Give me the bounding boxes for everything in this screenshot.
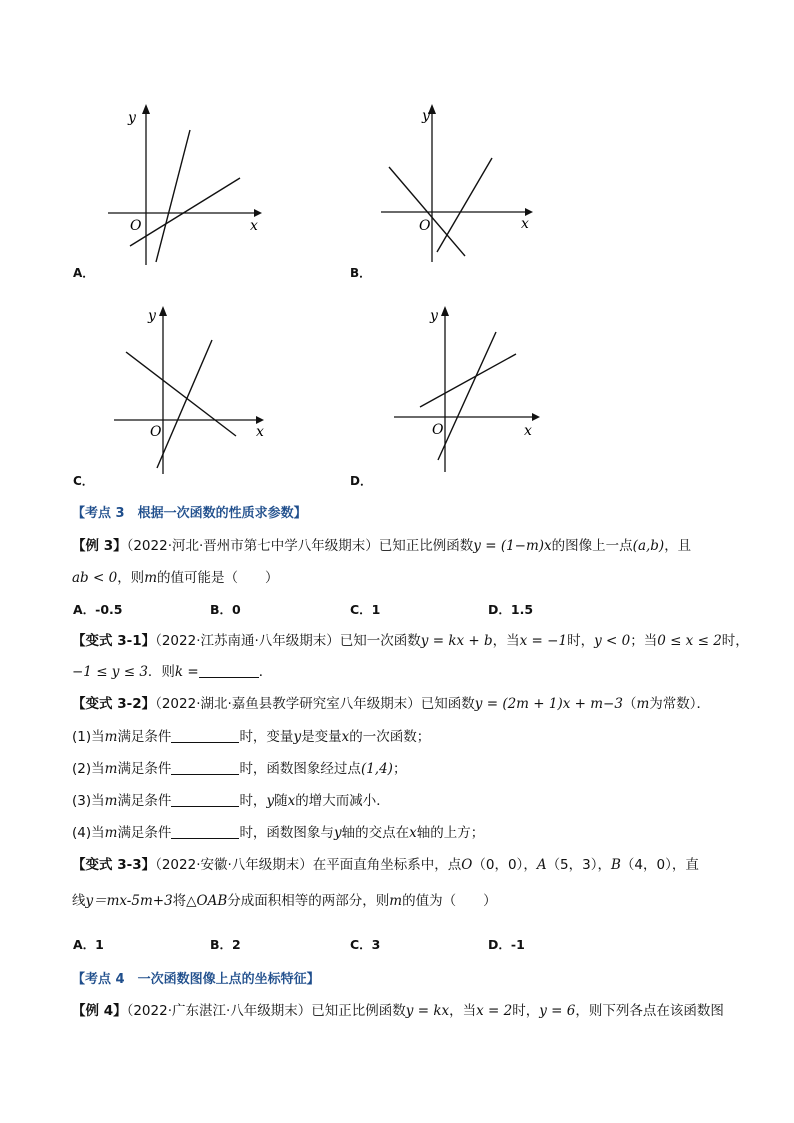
- example4-cond: x = 2: [476, 1003, 513, 1019]
- variant33-option-c[interactable]: C．3: [350, 937, 381, 952]
- example3-text: ，且: [664, 538, 692, 554]
- variant33-option-a[interactable]: A．1: [73, 937, 104, 952]
- item-text: 时，函数图象与: [239, 825, 334, 841]
- item-text: 满足条件: [117, 825, 172, 841]
- section-heading-kaodian4: 【考点 4 一次函数图像上点的坐标特征】: [72, 972, 320, 987]
- variant32-line1: [72, 694, 710, 714]
- example4-text: 时，: [512, 1003, 540, 1019]
- graph-d: [392, 302, 557, 477]
- option-d-label: D．: [350, 474, 372, 488]
- origin-label: O: [150, 424, 162, 440]
- example3-options: [0, 600, 794, 620]
- variant32-text: 为常数）．: [649, 696, 710, 712]
- item-var: m: [104, 761, 118, 777]
- origin-label: O: [130, 218, 142, 234]
- item-text: 时，函数图象经过点: [239, 761, 361, 777]
- variant31-tag: 【变式 3-1】: [72, 633, 156, 649]
- variant33-point-b: B: [611, 857, 621, 873]
- example3-text: 的图像上一点: [551, 538, 633, 554]
- variant33-text: ，直: [671, 857, 699, 873]
- example3-text: 的值可能是（ ）: [157, 570, 279, 586]
- item-text: ；: [392, 761, 407, 777]
- example4-cond: y = 6: [539, 1003, 576, 1019]
- answer-blank[interactable]: [199, 663, 259, 678]
- answer-blank[interactable]: [171, 824, 239, 839]
- item-number: (1): [72, 729, 92, 745]
- example4-text: ，则下列各点在该函数图: [575, 1003, 724, 1019]
- variant33-point-o: O: [461, 857, 473, 873]
- example4-function: y = kx: [405, 1003, 450, 1019]
- item-var: m: [104, 825, 118, 841]
- answer-blank[interactable]: [171, 760, 239, 775]
- x-axis-label: x: [250, 218, 258, 234]
- y-axis-label: y: [148, 308, 156, 324]
- item-var: x: [341, 729, 350, 745]
- item-text: 时，变量: [239, 729, 294, 745]
- variant31-cond: 0 ≤ x ≤ 2: [657, 633, 722, 649]
- variant32-tag: 【变式 3-2】: [72, 696, 156, 712]
- variant31-cond: −1 ≤ y ≤ 3: [72, 664, 148, 680]
- item-text: 时，: [239, 793, 267, 809]
- example4-line1: [72, 1001, 724, 1021]
- variant33-coord: （0，0）: [472, 857, 524, 873]
- answer-blank[interactable]: [171, 728, 239, 743]
- variant31-text: ．则: [147, 664, 175, 680]
- example3-tag: 【例 3】: [72, 538, 127, 554]
- example3-point: (a,b): [632, 538, 665, 554]
- variant33-coord: （4，0）: [620, 857, 672, 873]
- y-axis-label: y: [128, 110, 136, 126]
- variant31-source: （2022·江苏南通·八年级期末）已知一次函数: [155, 633, 421, 649]
- example3-option-d[interactable]: D．1.5: [488, 602, 534, 617]
- option-a-label: A．: [73, 266, 95, 280]
- variant31-k: k =: [174, 664, 199, 680]
- x-axis-label: x: [521, 216, 529, 232]
- variant31-function: y = kx + b: [420, 633, 493, 649]
- variant32-text: （: [622, 696, 637, 712]
- item-text: 满足条件: [117, 793, 172, 809]
- variant31-text: ，当: [492, 633, 520, 649]
- item-var: y: [266, 793, 275, 809]
- variant32-item-1: [72, 727, 430, 747]
- variant33-triangle: △OAB: [186, 893, 228, 909]
- item-var: y: [333, 825, 342, 841]
- option-b-label: B．: [350, 266, 372, 280]
- variant32-item-3: [72, 791, 390, 811]
- item-text: 是变量: [301, 729, 342, 745]
- variant33-tag: 【变式 3-3】: [72, 857, 156, 873]
- example3-function: y = (1−m)x: [473, 538, 552, 554]
- variant33-option-d[interactable]: D．-1: [488, 937, 525, 952]
- item-number: (3): [72, 793, 92, 809]
- item-text: 满足条件: [117, 761, 172, 777]
- item-point: (1,4): [360, 761, 393, 777]
- variant33-text: 分成面积相等的两部分，则: [227, 893, 390, 909]
- item-var: m: [104, 729, 118, 745]
- origin-label: O: [419, 218, 431, 234]
- y-axis-label: y: [430, 308, 438, 324]
- variant33-var: m: [389, 893, 403, 909]
- graph-a: [100, 100, 265, 270]
- variant33-option-b[interactable]: B．2: [210, 937, 241, 952]
- variant32-item-4: [72, 823, 484, 843]
- example4-text: ，当: [449, 1003, 477, 1019]
- item-var: x: [409, 825, 417, 841]
- variant33-point-a: A: [536, 857, 547, 873]
- variant32-function: y = (2m + 1)x + m−3: [474, 696, 623, 712]
- variant31-text: 时，: [721, 633, 749, 649]
- example3-option-c[interactable]: C．1: [350, 602, 381, 617]
- example3-option-b[interactable]: B．0: [210, 602, 241, 617]
- variant33-options: [0, 935, 794, 955]
- example3-condition: ab < 0: [72, 570, 118, 586]
- example3-text: ，则: [117, 570, 145, 586]
- variant33-text: 的值为（ ）: [402, 893, 497, 909]
- item-text: 的一次函数；: [349, 729, 431, 745]
- variant32-source: （2022·湖北·嘉鱼县教学研究室八年级期末）已知函数: [155, 696, 475, 712]
- item-text: 当: [91, 825, 105, 841]
- item-var: y: [293, 729, 302, 745]
- variant31-text: ；当: [630, 633, 658, 649]
- variant33-line2: [72, 891, 497, 911]
- item-text: 轴的上方；: [416, 825, 485, 841]
- item-text: 当: [91, 761, 105, 777]
- item-number: (4): [72, 825, 92, 841]
- item-var: x: [287, 793, 296, 809]
- item-number: (2): [72, 761, 92, 777]
- variant31-line2: [72, 662, 272, 682]
- variant31-cond: x = −1: [519, 633, 568, 649]
- variant33-source: （2022·安徽·八年级期末）在平面直角坐标系中，点: [155, 857, 462, 873]
- example3-option-a[interactable]: A．-0.5: [73, 602, 123, 617]
- variant31-line1: [72, 631, 749, 651]
- item-text: 的增大而减小．: [295, 793, 390, 809]
- graph-c: [106, 302, 271, 477]
- variant31-text: 时，: [567, 633, 595, 649]
- variant33-text: 线: [72, 893, 86, 909]
- variant33-coord: （5，3）: [546, 857, 598, 873]
- example3-line1: [72, 536, 691, 556]
- variant32-var: m: [636, 696, 650, 712]
- origin-label: O: [432, 422, 444, 438]
- variant33-text: 将: [172, 893, 187, 909]
- variant33-function: y＝mx-5m+3: [85, 893, 173, 909]
- example4-tag: 【例 4】: [72, 1003, 127, 1019]
- example4-source: （2022·广东湛江·八年级期末）已知正比例函数: [126, 1003, 406, 1019]
- option-c-label: C．: [73, 474, 94, 488]
- item-text: 轴的交点在: [341, 825, 410, 841]
- variant32-item-2: [72, 759, 406, 779]
- x-axis-label: x: [524, 423, 532, 439]
- answer-blank[interactable]: [171, 792, 239, 807]
- y-axis-label: y: [422, 108, 430, 124]
- item-text: 随: [274, 793, 288, 809]
- example3-line2: [72, 568, 279, 588]
- variant31-text: ．: [258, 664, 273, 680]
- example3-var: m: [144, 570, 157, 586]
- item-text: 满足条件: [117, 729, 172, 745]
- x-axis-label: x: [256, 424, 264, 440]
- section-heading-kaodian3: 【考点 3 根据一次函数的性质求参数】: [72, 506, 307, 521]
- item-text: 当: [91, 729, 105, 745]
- example3-source: （2022·河北·晋州市第七中学八年级期末）已知正比例函数: [126, 538, 474, 554]
- item-text: 当: [91, 793, 105, 809]
- item-var: m: [104, 793, 118, 809]
- graph-b: [375, 100, 540, 270]
- variant31-cond: y < 0: [594, 633, 631, 649]
- variant33-line1: 【变式 3-3】（2022·安徽·八年级期末）在平面直角坐标系中，点O（0，0），A（5，3），B（4，0），直: [72, 857, 699, 873]
